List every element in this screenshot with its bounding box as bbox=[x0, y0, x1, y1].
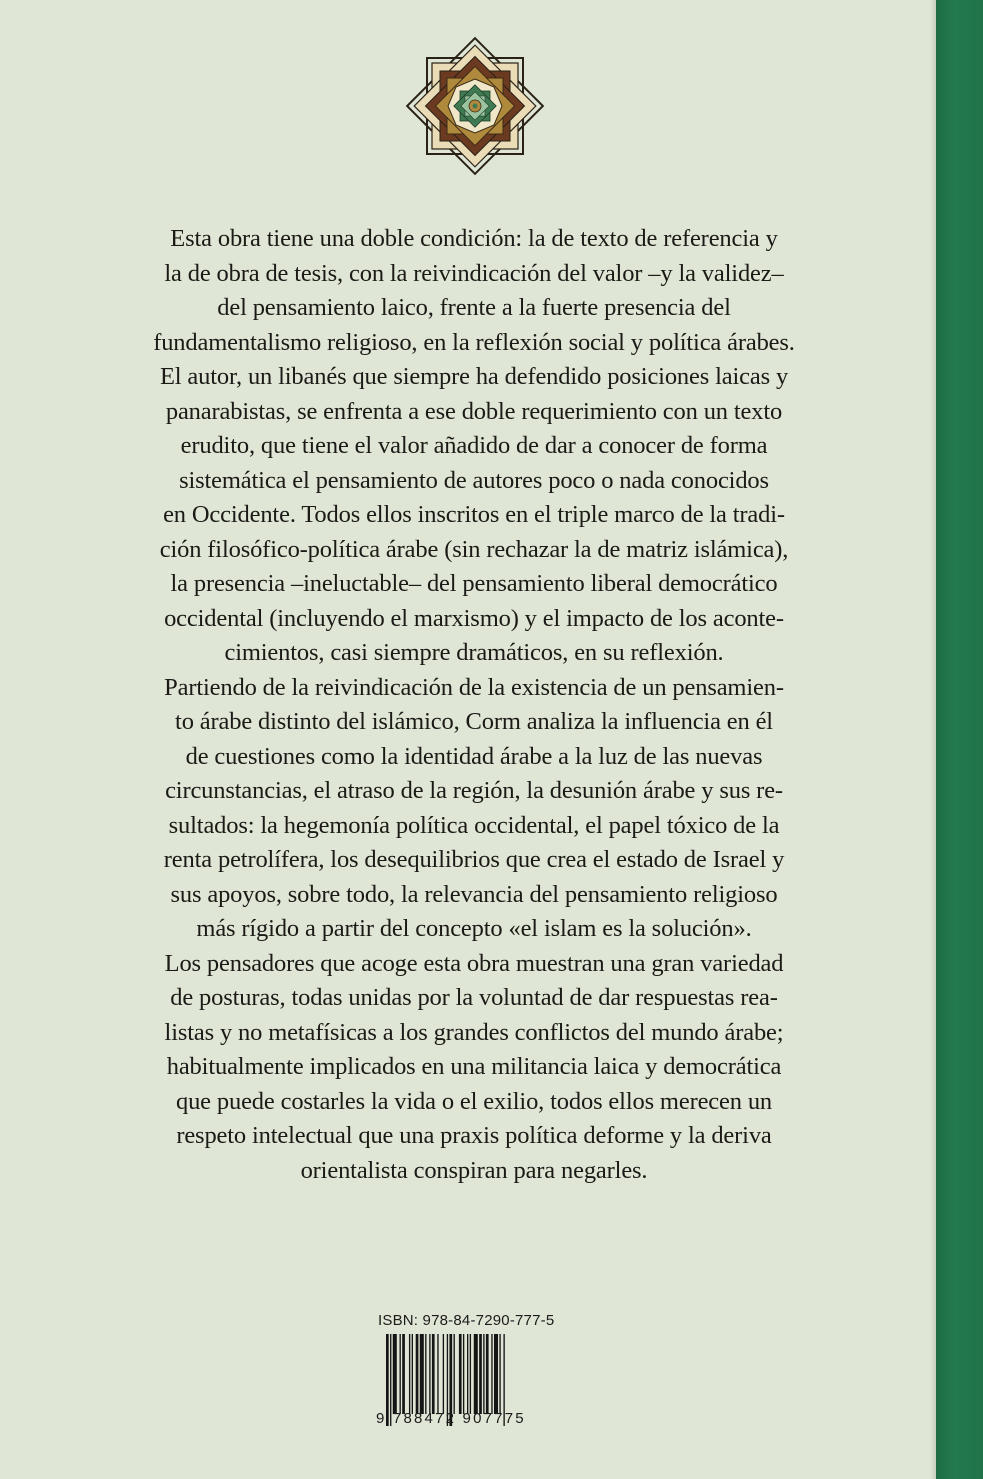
blurb-line: habitualmente implicados en una militancia laica y democrática bbox=[166, 1053, 782, 1080]
barcode-digits: 9 788472 907775 bbox=[376, 1410, 526, 1427]
blurb-line: Partiendo de la reivindicación de la existencia de un pensamien- bbox=[164, 673, 784, 701]
blurb-line: sultados: la hegemonía política occidental, el papel tóxico de la bbox=[168, 811, 780, 839]
blurb-line: orientalista conspiran para negarles. bbox=[300, 1156, 648, 1184]
blurb-line: sistemática el pensamiento de autores poco o nada conocidos bbox=[179, 466, 769, 494]
blurb-line: la de obra de tesis, con la reivindicación del valor –y la validez– bbox=[164, 259, 784, 287]
isbn-label: ISBN: 978-84-7290-777-5 bbox=[378, 1312, 555, 1329]
blurb-line: renta petrolífera, los desequilibrios que crea el estado de Israel y bbox=[163, 846, 785, 873]
spine-strip bbox=[936, 0, 983, 1479]
blurb-line: que puede costarles la vida o el exilio, todos ellos merecen un bbox=[175, 1087, 773, 1115]
blurb-line: listas y no metafísicas a los grandes conflictos del mundo árabe; bbox=[164, 1018, 784, 1046]
blurb-line: la presencia –ineluctable– del pensamiento liberal democrático bbox=[170, 570, 778, 597]
blurb-line: panarabistas, se enfrenta a ese doble requerimiento con un texto bbox=[165, 397, 783, 425]
blurb-line: cimientos, casi siempre dramáticos, en su reflexión. bbox=[224, 639, 724, 666]
blurb-line: del pensamiento laico, frente a la fuerte presencia del bbox=[217, 294, 731, 321]
blurb-line: erudito, que tiene el valor añadido de dar a conocer de forma bbox=[180, 432, 768, 459]
blurb-line: sus apoyos, sobre todo, la relevancia del pensamiento religioso bbox=[170, 880, 778, 908]
blurb-line: Los pensadores que acoge esta obra muestran una gran variedad bbox=[164, 949, 784, 977]
blurb-text bbox=[60, 222, 888, 1188]
blurb-line: ción filosófico-política árabe (sin rechazar la de matriz islámica), bbox=[159, 535, 789, 563]
blurb-line: de posturas, todas unidas por la voluntad de dar respuestas rea- bbox=[170, 984, 778, 1011]
blurb-line: Esta obra tiene una doble condición: la de texto de referencia y bbox=[170, 225, 778, 252]
blurb-line: El autor, un libanés que siempre ha defendido posiciones laicas y bbox=[159, 363, 789, 390]
blurb-line: más rígido a partir del concepto «el islam es la solución». bbox=[196, 915, 752, 942]
blurb-line: circunstancias, el atraso de la región, la desunión árabe y sus re- bbox=[165, 777, 783, 804]
blurb-line: occidental (incluyendo el marxismo) y el impacto de los aconte- bbox=[164, 604, 784, 632]
blurb-line: de cuestiones como la identidad árabe a la luz de las nuevas bbox=[185, 742, 763, 770]
star-octagram-ornament-icon bbox=[396, 27, 554, 185]
blurb-line: fundamentalismo religioso, en la reflexión social y política árabes. bbox=[153, 328, 795, 356]
blurb-line: en Occidente. Todos ellos inscritos en el triple marco de la tradi- bbox=[163, 501, 785, 528]
blurb-line: respeto intelectual que una praxis política deforme y la deriva bbox=[176, 1122, 772, 1149]
isbn-block bbox=[376, 1312, 566, 1427]
blurb-line: to árabe distinto del islámico, Corm analiza la influencia en él bbox=[175, 708, 773, 735]
